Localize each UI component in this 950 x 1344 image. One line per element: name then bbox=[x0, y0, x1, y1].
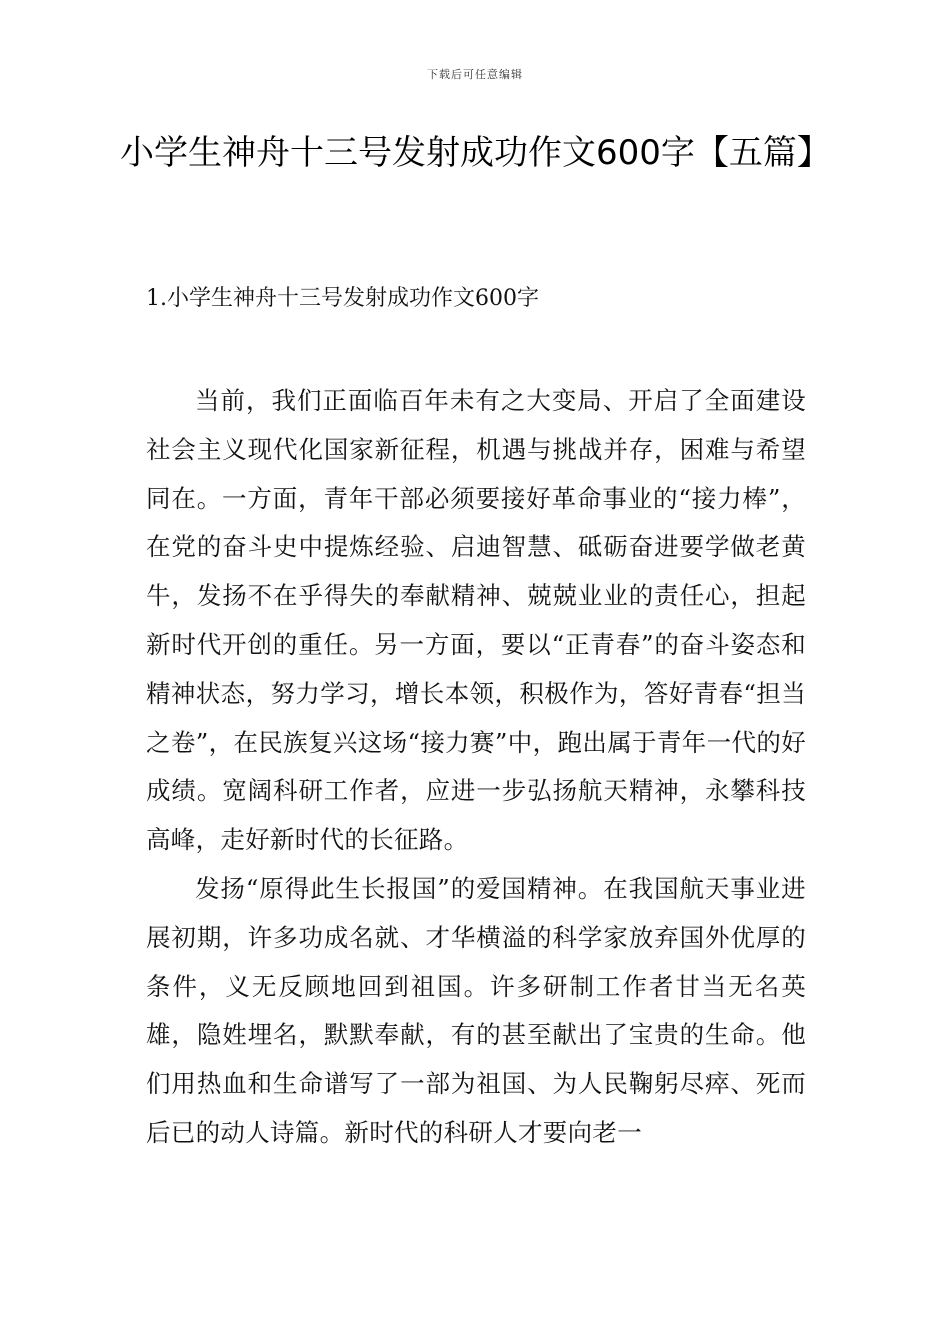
body-paragraph: 发扬“原得此生长报国”的爱国精神。在我国航天事业进展初期，许多功成名就、才华横溢的科学家放弃国外优厚的条件，义无反顾地回到祖国。许多研制工作者甘当无名英雄，隐姓埋名，默默奉献，有的甚至献出了宝贵的生命。他们用热血和生命谱写了一部为祖国、为人民鞠躬尽瘁、死而后已的动人诗篇。新时代的科研人才要向老一 bbox=[146, 873, 806, 1147]
body-paragraph: 当前，我们正面临百年未有之大变局、开启了全面建设社会主义现代化国家新征程，机遇与挑战并存，困难与希望同在。一方面，青年干部必须要接好革命事业的“接力棒”，在党的奋斗史中提炼经验、启迪智慧、砥砺奋进要学做老黄牛，发扬不在乎得失的奉献精神、兢兢业业的责任心，担起新时代开创的重任。另一方面，要以“正青春”的奋斗姿态和精神状态，努力学习，增长本领，积极作为，答好青春“担当之卷”，在民族复兴这场“接力赛”中，跑出属于青年一代的好成绩。宽阔科研工作者，应进一步弘扬航天精神，永攀科技高峰，走好新时代的长征路。 bbox=[146, 386, 806, 855]
document-body bbox=[146, 377, 806, 1158]
document-title: 小学生神舟十三号发射成功作文600字【五篇】 bbox=[120, 133, 831, 173]
header-note: 下载后可任意编辑 bbox=[427, 68, 523, 81]
section-heading: 1.小学生神舟十三号发射成功作文600字 bbox=[146, 286, 539, 311]
